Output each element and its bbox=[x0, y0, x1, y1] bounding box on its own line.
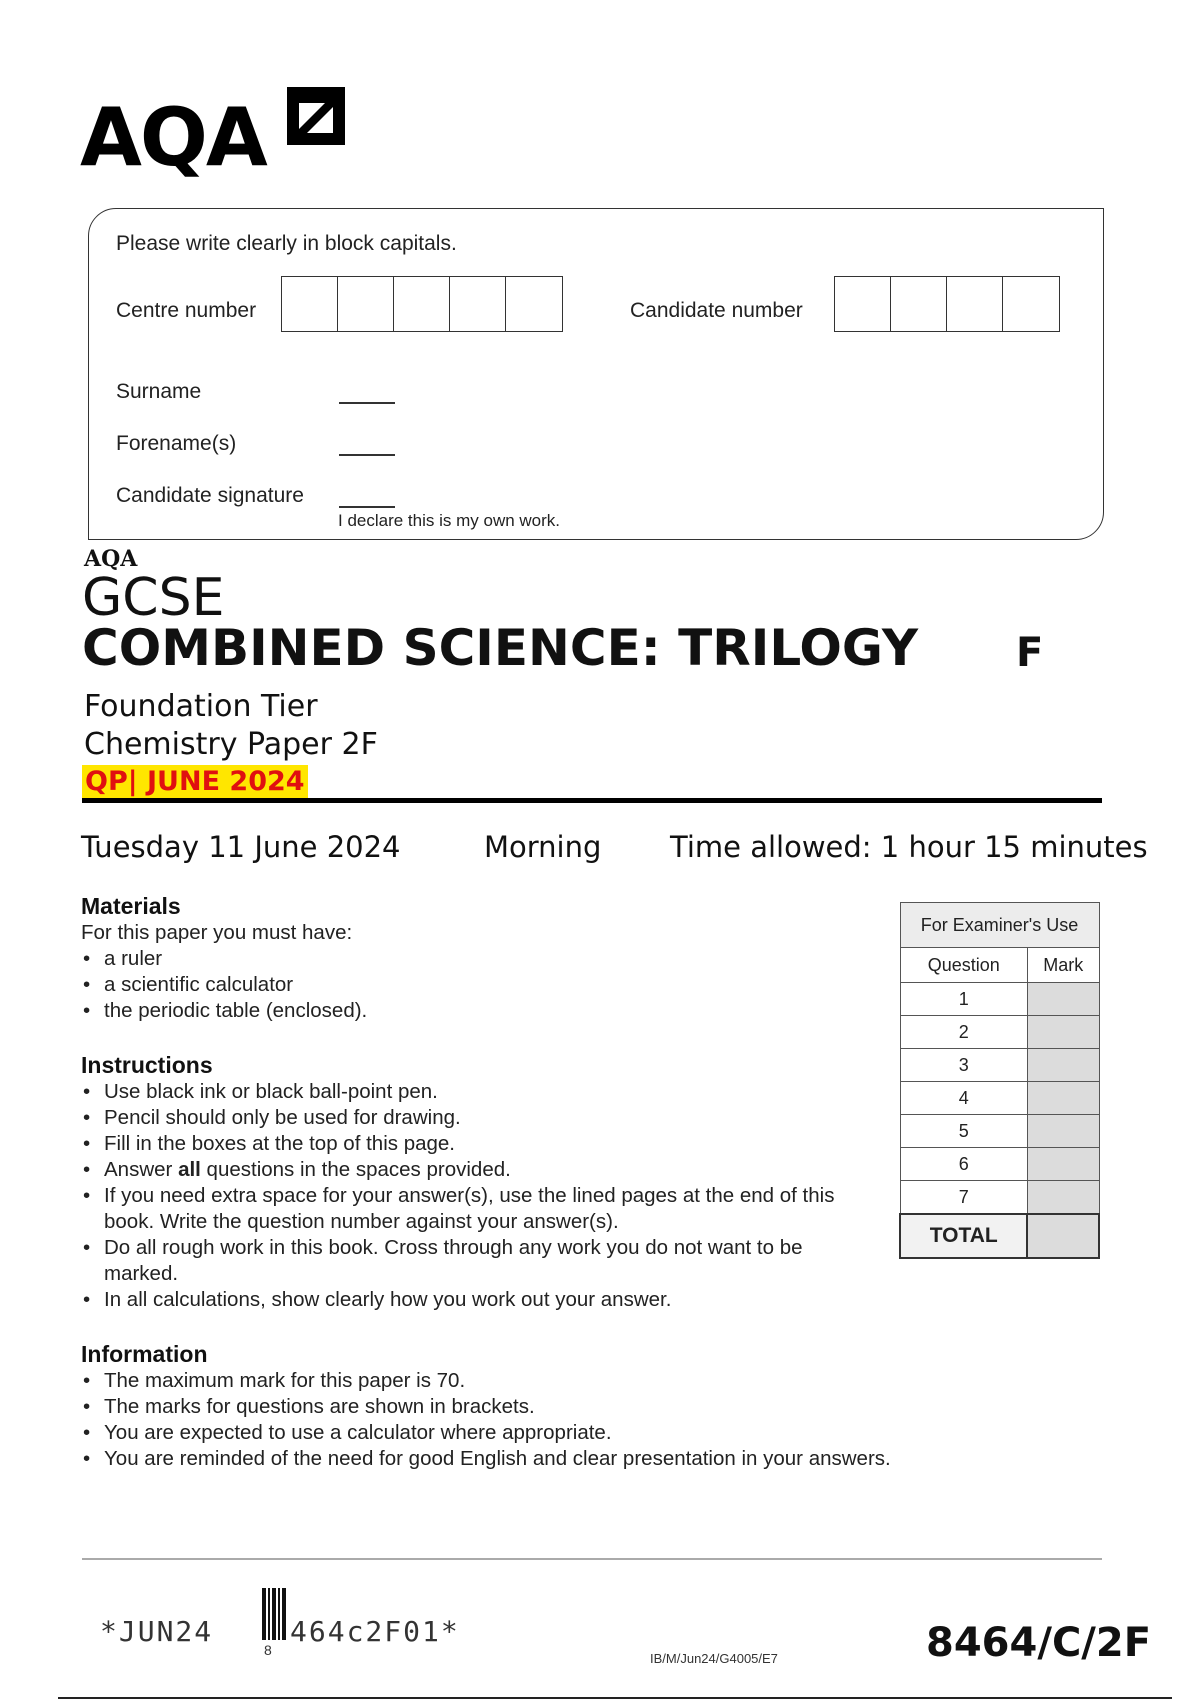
exam-date: Tuesday 11 June 2024 bbox=[81, 830, 401, 864]
surname-field[interactable] bbox=[339, 402, 395, 404]
total-mark-cell bbox=[1027, 1214, 1099, 1258]
centre-number-field[interactable] bbox=[281, 276, 563, 332]
forename-label: Forename(s) bbox=[116, 432, 237, 455]
centre-digit-box[interactable] bbox=[450, 277, 506, 331]
block-capitals-instruction: Please write clearly in block capitals. bbox=[116, 232, 457, 255]
materials-item: • the periodic table (enclosed). bbox=[81, 998, 861, 1024]
barcode-text-right: 464c2F01* bbox=[290, 1615, 460, 1648]
question-number: 7 bbox=[900, 1181, 1027, 1215]
centre-digit-box[interactable] bbox=[282, 277, 338, 331]
board-label: AQA bbox=[84, 546, 138, 572]
instruction-item: • Pencil should only be used for drawing. bbox=[81, 1105, 881, 1131]
examiner-table-title: For Examiner's Use bbox=[900, 903, 1099, 948]
declaration-text: I declare this is my own work. bbox=[338, 511, 561, 530]
instructions-heading: Instructions bbox=[81, 1052, 213, 1078]
question-number: 3 bbox=[900, 1049, 1027, 1082]
time-allowed: Time allowed: 1 hour 15 minutes bbox=[670, 830, 1148, 864]
instruction-item: • Fill in the boxes at the top of this page. bbox=[81, 1131, 881, 1157]
instructions-section bbox=[81, 1052, 881, 1313]
instruction-item: • Use black ink or black ball-point pen. bbox=[81, 1079, 881, 1105]
candidate-number-field[interactable] bbox=[834, 276, 1060, 332]
mark-cell bbox=[1027, 1181, 1099, 1215]
barcode-icon bbox=[262, 1588, 290, 1640]
tier-letter: F bbox=[1016, 630, 1044, 676]
barcode-digit: 8 bbox=[264, 1642, 272, 1658]
information-item: • You are expected to use a calculator where appropriate. bbox=[81, 1420, 1061, 1446]
question-number: 1 bbox=[900, 983, 1027, 1016]
centre-number-label: Centre number bbox=[116, 299, 257, 322]
paper-reference: IB/M/Jun24/G4005/E7 bbox=[650, 1651, 778, 1666]
surname-label: Surname bbox=[116, 380, 202, 403]
mark-cell bbox=[1027, 1148, 1099, 1181]
centre-digit-box[interactable] bbox=[338, 277, 394, 331]
answer-all-post: questions in the spaces provided. bbox=[200, 1158, 511, 1181]
candidate-digit-box[interactable] bbox=[947, 277, 1003, 331]
title-divider bbox=[82, 798, 1102, 803]
information-item: • You are reminded of the need for good English and clear presentation in your answers. bbox=[81, 1446, 1061, 1472]
centre-digit-box[interactable] bbox=[506, 277, 562, 331]
total-label: TOTAL bbox=[900, 1214, 1027, 1258]
signature-field[interactable] bbox=[339, 506, 395, 508]
mark-cell bbox=[1027, 1082, 1099, 1115]
exam-session: Morning bbox=[484, 830, 602, 864]
paper-name: Chemistry Paper 2F bbox=[84, 727, 378, 762]
qp-highlight-tag: QP| JUNE 2024 bbox=[82, 765, 308, 799]
aqa-logo bbox=[80, 85, 350, 185]
subject-title: COMBINED SCIENCE: TRILOGY bbox=[82, 619, 919, 677]
question-column-header: Question bbox=[900, 948, 1027, 983]
mark-cell bbox=[1027, 1049, 1099, 1082]
signature-label: Candidate signature bbox=[116, 484, 304, 507]
materials-heading: Materials bbox=[81, 893, 181, 919]
materials-item: • a scientific calculator bbox=[81, 972, 861, 998]
instruction-item: • Do all rough work in this book. Cross through any work you do not want to be marked. bbox=[81, 1235, 881, 1287]
information-heading: Information bbox=[81, 1341, 208, 1367]
information-item: • The marks for questions are shown in brackets. bbox=[81, 1394, 1061, 1420]
answer-all-bold: all bbox=[178, 1158, 201, 1181]
candidate-digit-box[interactable] bbox=[835, 277, 891, 331]
qualification-title: GCSE bbox=[82, 568, 225, 628]
aqa-logo-text: AQA bbox=[80, 91, 266, 184]
question-number: 5 bbox=[900, 1115, 1027, 1148]
materials-section bbox=[81, 893, 861, 1024]
aqa-logo-mark-icon bbox=[285, 85, 347, 147]
information-item: • The maximum mark for this paper is 70. bbox=[81, 1368, 1061, 1394]
question-number: 6 bbox=[900, 1148, 1027, 1181]
information-section bbox=[81, 1341, 1061, 1472]
instruction-item: • If you need extra space for your answer(s), use the lined pages at the end of this book. Write the question number against your answer(s). bbox=[81, 1183, 881, 1235]
candidate-number-label: Candidate number bbox=[630, 299, 803, 322]
footer-divider bbox=[82, 1558, 1102, 1560]
candidate-digit-box[interactable] bbox=[1003, 277, 1059, 331]
materials-item: • a ruler bbox=[81, 946, 861, 972]
mark-cell bbox=[1027, 983, 1099, 1016]
mark-cell bbox=[1027, 1115, 1099, 1148]
candidate-digit-box[interactable] bbox=[891, 277, 947, 331]
answer-all-pre: Answer bbox=[104, 1158, 179, 1181]
centre-digit-box[interactable] bbox=[394, 277, 450, 331]
forename-field[interactable] bbox=[339, 454, 395, 456]
mark-cell bbox=[1027, 1016, 1099, 1049]
materials-intro: For this paper you must have: bbox=[81, 921, 353, 944]
tier-name: Foundation Tier bbox=[84, 689, 318, 724]
mark-column-header: Mark bbox=[1027, 948, 1099, 983]
barcode-text-left: *JUN24 bbox=[100, 1615, 214, 1648]
question-number: 4 bbox=[900, 1082, 1027, 1115]
question-number: 2 bbox=[900, 1016, 1027, 1049]
paper-code: 8464/C/2F bbox=[926, 1620, 1152, 1666]
instruction-item: • In all calculations, show clearly how you work out your answer. bbox=[81, 1287, 881, 1313]
page-bottom-rule bbox=[58, 1697, 1172, 1699]
examiner-use-table bbox=[899, 902, 1100, 1259]
instruction-item-answer-all bbox=[81, 1157, 881, 1183]
